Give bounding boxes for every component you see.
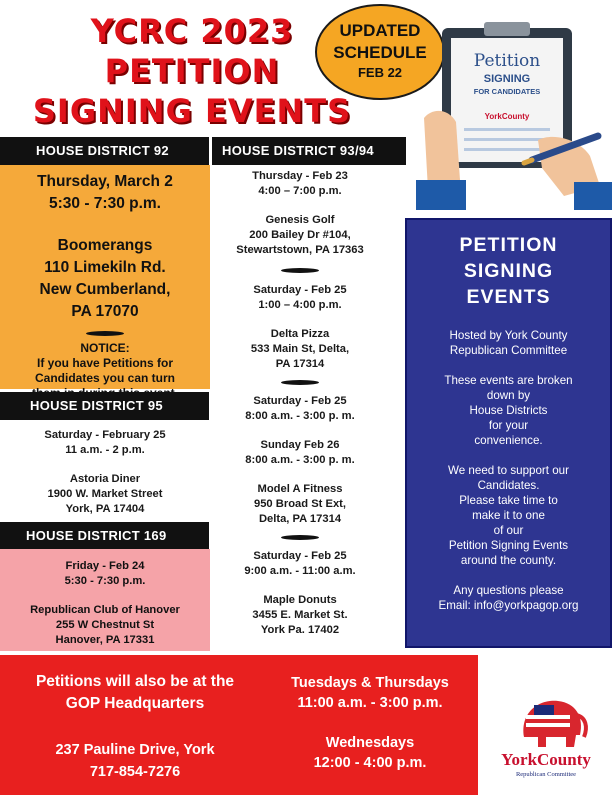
- support-line-1: We need to support our: [448, 464, 569, 477]
- badge-line-2: SCHEDULE: [333, 43, 427, 62]
- house-district-95-header: HOUSE DISTRICT 95: [0, 392, 209, 420]
- divider: [281, 380, 319, 385]
- contact-email[interactable]: Email: info@yorkpagop.org: [438, 599, 579, 612]
- hours-days-2: Wednesdays: [325, 735, 415, 751]
- clipboard-text-2: SIGNING: [483, 73, 531, 85]
- clipboard-text-3: FOR CANDIDATES: [473, 87, 541, 96]
- district-95-time: 11 a.m. - 2 p.m.: [65, 444, 145, 456]
- divider: [281, 535, 319, 540]
- e2-address-1: 533 Main St, Delta,: [250, 343, 350, 355]
- info-sidebar: [405, 218, 612, 648]
- e2-venue: Delta Pizza: [270, 328, 330, 340]
- gop-phone[interactable]: 717-854-7276: [89, 764, 181, 780]
- e4-address-1: 3455 E. Market St.: [252, 609, 348, 621]
- house-district-92-header: HOUSE DISTRICT 92: [0, 137, 209, 165]
- e1-address-1: 200 Bailey Dr #104,: [249, 229, 351, 241]
- support-line-6: Petition Signing Events: [448, 539, 569, 552]
- e4-address-2: York Pa. 17402: [260, 624, 340, 636]
- house-district-169-header: HOUSE DISTRICT 169: [0, 522, 209, 550]
- clipboard-illustration: [414, 0, 612, 210]
- sidebar-body: [407, 328, 610, 613]
- broken-line-4: for your: [488, 419, 529, 432]
- support-line-7: around the county.: [460, 554, 557, 567]
- left-sleeve: [416, 180, 466, 210]
- hours-time-1: 11:00 a.m. - 3:00 p.m.: [297, 695, 443, 711]
- district-95-panel: [0, 428, 210, 517]
- e3-date-1: Saturday - Feb 25: [253, 395, 347, 407]
- e3-address-2: Delta, PA 17314: [258, 513, 342, 525]
- broken-line-1: These events are broken: [444, 374, 573, 387]
- district-169-address-2: Hanover, PA 17331: [55, 634, 155, 646]
- hosted-line-2: Republican Committee: [449, 344, 568, 357]
- logo-name: YorkCounty: [501, 750, 591, 769]
- district-169-address-1: 255 W Chestnut St: [55, 619, 155, 631]
- notice-line-1: If you have Petitions for: [36, 356, 174, 370]
- badge-line-3: FEB 22: [357, 65, 403, 80]
- gop-address: 237 Pauline Drive, York: [55, 742, 215, 758]
- badge-line-1: UPDATED: [339, 21, 421, 40]
- hosted-line-1: Hosted by York County: [449, 329, 568, 342]
- broken-line-5: convenience.: [474, 434, 543, 447]
- questions-line: Any questions please: [453, 584, 564, 597]
- gop-headquarters-footer: [0, 655, 478, 795]
- divider: [86, 331, 124, 336]
- title-line-1: YCRC 2023: [90, 12, 294, 50]
- e3-time-2: 8:00 a.m. - 3:00 p. m.: [245, 454, 355, 466]
- gop-line-1: Petitions will also be at the: [35, 673, 235, 690]
- district-92-panel: [0, 165, 210, 389]
- left-hand: [424, 111, 460, 190]
- e1-venue: Genesis Golf: [265, 214, 335, 226]
- e3-address-1: 950 Broad St Ext,: [253, 498, 347, 510]
- house-district-93-94-header: HOUSE DISTRICT 93/94: [212, 137, 406, 165]
- hours-time-2: 12:00 - 4:00 p.m.: [313, 755, 427, 771]
- district-92-venue: Boomerangs: [57, 237, 153, 254]
- e1-date: Thursday - Feb 23: [252, 170, 348, 182]
- e1-time: 4:00 – 7:00 p.m.: [258, 185, 342, 197]
- divider: [281, 268, 319, 273]
- sidebar-title-2: SIGNING: [463, 260, 554, 282]
- notice-line-2: Candidates you can turn: [34, 371, 176, 385]
- district-169-venue: Republican Club of Hanover: [30, 604, 180, 616]
- district-95-address-1: 1900 W. Market Street: [47, 488, 163, 500]
- district-93-94-column: [214, 169, 386, 638]
- district-92-address-2: New Cumberland,: [39, 281, 171, 298]
- notice-title: NOTICE:: [80, 341, 130, 355]
- support-line-3: Please take time to: [459, 494, 558, 507]
- e3-time-1: 8:00 a.m. - 3:00 p. m.: [245, 410, 355, 422]
- e4-date: Saturday - Feb 25: [253, 550, 347, 562]
- district-92-time: 5:30 - 7:30 p.m.: [49, 195, 161, 212]
- district-95-address-2: York, PA 17404: [65, 503, 145, 515]
- clipboard-logo: YorkCounty: [484, 112, 530, 121]
- broken-line-2: down by: [486, 389, 531, 402]
- title-line-3: SIGNING EVENTS: [32, 92, 352, 130]
- logo-sub: Republican Committee: [515, 771, 577, 778]
- e4-venue: Maple Donuts: [263, 594, 337, 606]
- sidebar-title-3: EVENTS: [466, 286, 551, 308]
- district-95-venue: Astoria Diner: [69, 473, 141, 485]
- district-169-panel: [0, 549, 210, 651]
- e4-time: 9:00 a.m. - 11:00 a.m.: [244, 565, 356, 577]
- broken-line-3: House Districts: [469, 404, 548, 417]
- elephant-icon: [523, 701, 585, 747]
- district-169-time: 5:30 - 7:30 p.m.: [64, 575, 146, 587]
- district-95-date: Saturday - February 25: [44, 429, 166, 441]
- sidebar-title-1: PETITION: [459, 234, 558, 256]
- support-line-4: make it to one: [472, 509, 545, 522]
- e1-address-2: Stewartstown, PA 17363: [236, 244, 364, 256]
- district-92-date: Thursday, March 2: [37, 173, 173, 190]
- e2-address-2: PA 17314: [275, 358, 325, 370]
- hours-days-1: Tuesdays & Thursdays: [291, 675, 449, 691]
- york-county-logo: [480, 655, 612, 795]
- title-line-2: PETITION: [104, 52, 280, 90]
- e3-venue: Model A Fitness: [257, 483, 343, 495]
- clipboard-text-1: Petition: [473, 51, 541, 71]
- right-sleeve: [574, 182, 612, 210]
- e2-date: Saturday - Feb 25: [253, 284, 347, 296]
- e2-time: 1:00 – 4:00 p.m.: [258, 299, 342, 311]
- district-92-address-1: 110 Limekiln Rd.: [44, 259, 166, 276]
- gop-line-2: GOP Headquarters: [65, 695, 205, 712]
- e3-date-2: Sunday Feb 26: [260, 439, 340, 451]
- district-92-address-3: PA 17070: [71, 303, 139, 320]
- district-169-date: Friday - Feb 24: [65, 560, 145, 572]
- logo-graphic: [480, 655, 612, 795]
- support-line-2: Candidates.: [477, 479, 540, 492]
- support-line-5: of our: [493, 524, 524, 537]
